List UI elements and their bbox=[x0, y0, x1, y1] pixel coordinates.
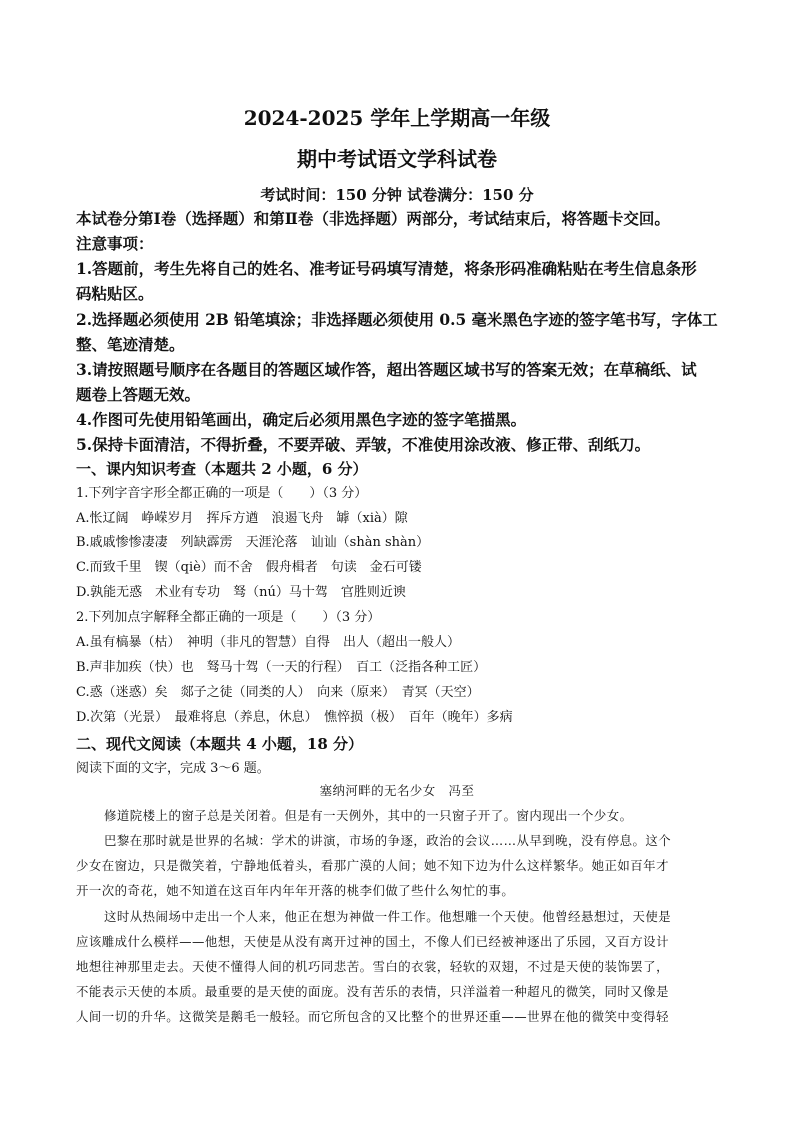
question-1-option-b: B.戚戚惨惨凄凄 列缺霹雳 天涯沦落 讪讪（shàn shàn） bbox=[76, 535, 430, 550]
question-2-option-a: A.虽有槁暴（枯） 神明（非凡的智慧）自得 出人（超出一般人） bbox=[76, 635, 461, 650]
note-line: 1.答题前，考生先将自己的姓名、准考证号码填写清楚，将条形码准确粘贴在考生信息条形 bbox=[76, 259, 697, 278]
question-2-option-c: C.惑（迷惑）矣 郯子之徒（同类的人） 向来（原来） 青冥（天空） bbox=[76, 685, 480, 700]
article-line: 这时从热闹场中走出一个人来，他正在想为神做一件工作。他想雕一个天使。他曾经悬想过，天使是 bbox=[104, 909, 672, 924]
question-2-option-d: D.次第（光景） 最难将息（养息，休息） 憔悴损（极） 百年（晚年）多病 bbox=[76, 710, 513, 725]
section-2-heading: 二、现代文阅读（本题共 4 小题，18 分） bbox=[76, 735, 363, 753]
article-line: 开一次的奇花，她不知道在这百年内年年开落的桃李们做了些什么匆忙的事。 bbox=[76, 883, 515, 898]
question-1-option-d: D.孰能无惑 术业有专功 驽（nú）马十驾 官胜则近谀 bbox=[76, 585, 406, 600]
reading-lead: 阅读下面的文字，完成 3～6 题。 bbox=[76, 761, 270, 776]
question-1-stem: 1.下列字音字形全都正确的一项是（ ）（3 分） bbox=[76, 486, 368, 501]
notes-heading: 注意事项： bbox=[76, 234, 154, 253]
instructions-intro: 本试卷分第Ⅰ卷（选择题）和第Ⅱ卷（非选择题）两部分，考试结束后，将答题卡交回。 bbox=[76, 209, 670, 228]
section-1-heading: 一、课内知识考查（本题共 2 小题，6 分） bbox=[76, 460, 368, 478]
article-line: 少女在窗边，只是微笑着，宁静地低着头，看那广漠的人间；她不知下边为什么这样繁华。她正如百年才 bbox=[76, 858, 669, 873]
note-line: 4.作图可先使用铅笔画出，确定后必须用黑色字迹的签字笔描黑。 bbox=[76, 410, 527, 429]
article-line: 不能表示天使的本质。最重要的是天使的面庞。没有苦乐的表情，只洋溢着一种超凡的微笑，同时又像是 bbox=[76, 984, 669, 999]
note-line: 3.请按照题号顺序在各题目的答题区域作答，超出答题区域书写的答案无效；在草稿纸、试 bbox=[76, 360, 697, 379]
title-line-2: 期中考试语文学科试卷 bbox=[297, 147, 497, 171]
title-line-1: 2024-2025 学年上学期高一年级 bbox=[243, 106, 551, 130]
note-line: 2.选择题必须使用 2B 铅笔填涂；非选择题必须使用 0.5 毫米黑色字迹的签字笔书写，字体工 bbox=[76, 310, 718, 329]
article-line: 人间一切的升华。这微笑是鹅毛一般轻。而它所包含的又比整个的世界还重——世界在他的微笑中变得轻 bbox=[76, 1009, 669, 1024]
note-line: 题卷上答题无效。 bbox=[76, 385, 201, 404]
question-1-option-c: C.而致千里 锲（qiè）而不舍 假舟楫者 句读 金石可镂 bbox=[76, 560, 422, 575]
note-line: 5.保持卡面清洁，不得折叠，不要弄破、弄皱，不准使用涂改液、修正带、刮纸刀。 bbox=[76, 435, 651, 454]
article-line: 巴黎在那时就是世界的名城：学术的讲演，市场的争逐，政治的会议……从早到晚，没有停息。这个 bbox=[104, 833, 672, 848]
note-line: 整、笔迹清楚。 bbox=[76, 335, 185, 354]
article-line: 应该雕成什么模样——他想，天使是从没有离开过神的国土，不像人们已经被神逐出了乐园，又百方设计 bbox=[76, 934, 669, 949]
article-line: 修道院楼上的窗子总是关闭着。但是有一天例外，其中的一只窗子开了。窗内现出一个少女。 bbox=[104, 808, 633, 823]
question-2-stem: 2.下列加点字解释全都正确的一项是（ ）（3 分） bbox=[76, 610, 381, 625]
exam-info: 考试时间：150 分钟 试卷满分：150 分 bbox=[260, 186, 534, 204]
article-line: 地想往神那里走去。天使不懂得人间的机巧同悲苦。雪白的衣裳，轻软的双翅，不过是天使的装饰罢了， bbox=[76, 959, 669, 974]
question-2-option-b: B.声非加疾（快）也 驽马十驾（一天的行程） 百工（泛指各种工匠） bbox=[76, 660, 487, 675]
note-line: 码粘贴区。 bbox=[76, 284, 154, 303]
question-1-option-a: A.怅辽阔 峥嵘岁月 挥斥方遒 浪遏飞舟 罅（xià）隙 bbox=[76, 511, 408, 526]
article-title: 塞纳河畔的无名少女 冯至 bbox=[319, 783, 475, 798]
